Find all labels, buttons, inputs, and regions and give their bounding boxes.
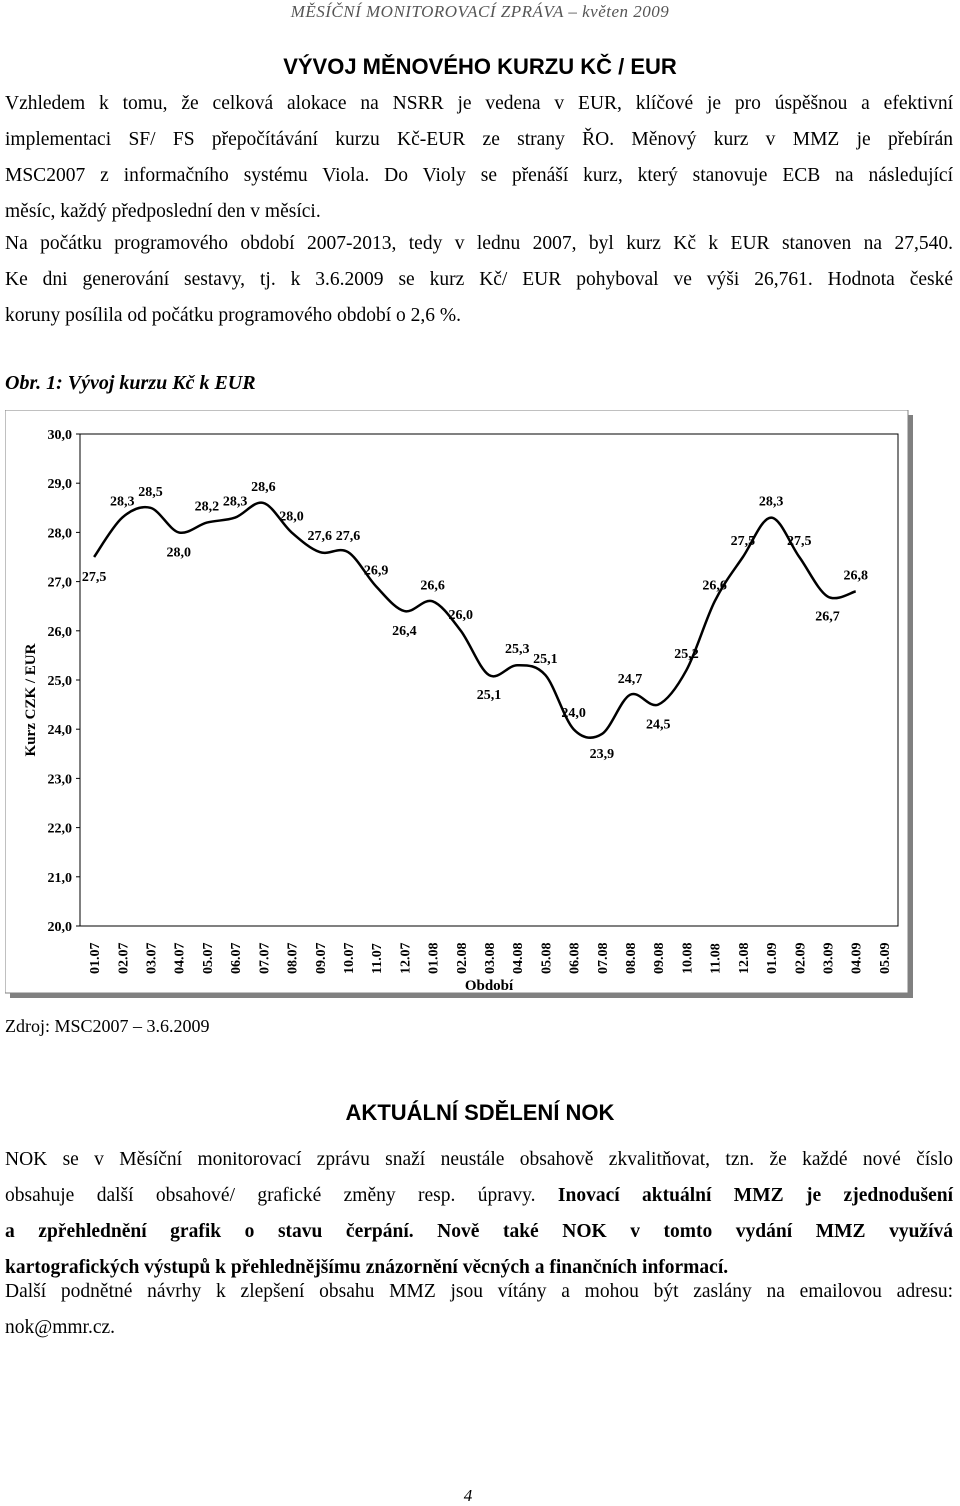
data-label: 28,6 [251, 479, 276, 495]
x-tick-label: 05.09 [877, 942, 893, 974]
x-tick-label: 02.09 [793, 942, 809, 974]
y-tick-label: 30,0 [47, 428, 72, 443]
section-title-exchange-rate: VÝVOJ MĚNOVÉHO KURZU KČ / EUR [283, 54, 677, 79]
x-axis-label: Období [464, 978, 514, 994]
x-tick-label: 03.08 [483, 942, 498, 974]
data-label: 26,4 [392, 624, 417, 640]
text-line: Další podnětné návrhy k zlepšení obsahu MMZ jsou vítány a mohou být zaslány na emailovou adresu: [5, 1281, 953, 1302]
bold-text: a zpřehlednění grafik o stavu čerpání. Nově také NOK v tomto vydání MMZ využívá [5, 1221, 953, 1242]
email-address[interactable]: nok@mmr.cz. [5, 1317, 116, 1338]
x-tick-label: 06.07 [229, 942, 245, 974]
data-label: 26,7 [815, 609, 840, 625]
x-tick-label: 04.07 [172, 942, 188, 974]
y-tick-label: 29,0 [47, 477, 72, 493]
y-tick-label: 23,0 [47, 772, 72, 788]
text-line: Vzhledem k tomu, že celková alokace na NSRR je vedena v EUR, klíčové je pro úspěšnou a efektivní [5, 93, 953, 114]
x-tick-label: 11.07 [370, 943, 386, 974]
x-tick-label: 04.09 [849, 942, 865, 974]
text-line: koruny posílila od počátku programového období o 2,6 %. [5, 305, 462, 326]
data-label: 24,5 [645, 717, 671, 733]
running-header: MĚSÍČNÍ MONITOROVACÍ ZPRÁVA – květen 2009 [290, 2, 670, 21]
x-tick-label: 08.08 [624, 942, 640, 974]
data-label: 28,3 [758, 494, 784, 510]
x-tick-label: 07.07 [257, 942, 273, 974]
x-tick-label: 09.08 [652, 942, 668, 974]
text-line [5, 1178, 953, 1214]
data-label: 28,0 [279, 509, 304, 525]
paragraph-allocation [5, 86, 953, 230]
y-tick-label: 28,0 [47, 526, 72, 542]
text-line: měsíc, každý předposlední den v měsíci. [5, 201, 321, 222]
data-label: 27,6 [335, 529, 361, 545]
data-label: 25,3 [504, 642, 530, 658]
bold-text: kartografických výstupů k přehlednějšímu znázornění věcných a finančních informací. [5, 1257, 729, 1278]
x-tick-label: 05.08 [539, 942, 555, 974]
x-tick-label: 02.07 [116, 942, 132, 974]
x-tick-label: 06.08 [567, 942, 583, 974]
text-run: NOK se v Měsíční monitorovací zprávu snaží neustále obsahově zkvalitňovat, tzn. že každé nové číslo [5, 1149, 953, 1170]
data-label: 27,6 [307, 529, 333, 545]
data-label: 26,9 [363, 563, 389, 579]
data-label: 26,8 [843, 568, 868, 584]
text-line: implementaci SF/ FS přepočítávání kurzu Kč-EUR ze strany ŘO. Měnový kurz v MMZ je přebírán [5, 129, 953, 150]
paragraph-contact [5, 1274, 953, 1346]
text-line [5, 1142, 953, 1178]
y-tick-label: 20,0 [47, 920, 72, 935]
page-number: 4 [463, 1486, 473, 1505]
exchange-rate-chart [5, 410, 913, 998]
text-line: MSC2007 z informačního systému Viola. Do Violy se přenáší kurz, který stanovuje ECB na následující [5, 165, 953, 186]
text-line [5, 1214, 953, 1250]
figure-source: Zdroj: MSC2007 – 3.6.2009 [5, 1016, 210, 1036]
data-label: 25,2 [674, 647, 699, 663]
figure-caption: Obr. 1: Vývoj kurzu Kč k EUR [5, 372, 256, 394]
chart-svg [5, 410, 913, 998]
x-tick-label: 11.08 [708, 943, 724, 974]
y-tick-label: 22,0 [47, 821, 72, 837]
y-axis-label: Kurz CZK / EUR [23, 643, 39, 757]
paragraph-rate-values [5, 226, 953, 334]
data-label: 23,9 [589, 747, 615, 763]
data-label: 28,0 [166, 545, 191, 561]
x-tick-label: 10.08 [680, 942, 696, 974]
x-tick-label: 12.08 [736, 942, 752, 974]
data-label: 24,0 [561, 706, 586, 722]
x-tick-label: 05.07 [200, 942, 216, 974]
text-line: Na počátku programového období 2007-2013, tedy v lednu 2007, byl kurz Kč k EUR stanoven na 27,540. [5, 233, 953, 254]
data-label: 26,0 [448, 607, 474, 623]
x-tick-label: 02.08 [454, 942, 470, 974]
data-label: 28,3 [110, 494, 135, 510]
text-run: obsahuje další obsahové/ grafické změny resp. úpravy. [5, 1185, 558, 1206]
x-tick-label: 12.07 [398, 942, 414, 974]
y-tick-label: 26,0 [47, 624, 72, 640]
text-line: Ke dni generování sestavy, tj. k 3.6.2009 se kurz Kč/ EUR pohyboval ve výši 26,761. Hodnota české [5, 269, 953, 290]
data-label: 27,5 [730, 534, 756, 549]
data-label: 27,5 [81, 570, 107, 585]
y-tick-label: 24,0 [47, 723, 72, 739]
x-tick-label: 10.07 [341, 942, 357, 974]
data-label: 25,1 [476, 688, 502, 704]
data-label: 25,1 [533, 652, 558, 668]
data-label: 24,7 [617, 671, 643, 687]
x-tick-label: 07.08 [595, 942, 611, 974]
paragraph-nok-news [5, 1142, 953, 1286]
x-tick-label: 04.08 [511, 942, 527, 974]
data-label: 28,3 [222, 494, 248, 510]
x-tick-label: 01.09 [765, 942, 781, 974]
x-tick-label: 03.09 [821, 942, 837, 974]
bold-text: Inovací aktuální MMZ je zjednodušení [557, 1185, 953, 1206]
data-label: 28,5 [138, 484, 163, 500]
x-tick-label: 01.08 [426, 942, 442, 974]
data-label: 28,2 [194, 499, 220, 515]
section-title-nok: AKTUÁLNÍ SDĚLENÍ NOK [345, 1100, 615, 1125]
y-tick-label: 27,0 [47, 575, 72, 591]
x-tick-label: 03.07 [144, 942, 160, 974]
data-label: 26,6 [420, 578, 445, 594]
y-tick-label: 25,0 [47, 674, 72, 689]
data-label: 27,5 [787, 534, 812, 549]
y-tick-label: 21,0 [47, 870, 72, 886]
x-axis-ticks [88, 943, 893, 975]
data-label: 26,6 [702, 578, 727, 594]
x-tick-label: 01.07 [88, 942, 104, 974]
x-tick-label: 08.07 [285, 942, 301, 974]
x-tick-label: 09.07 [313, 942, 329, 974]
